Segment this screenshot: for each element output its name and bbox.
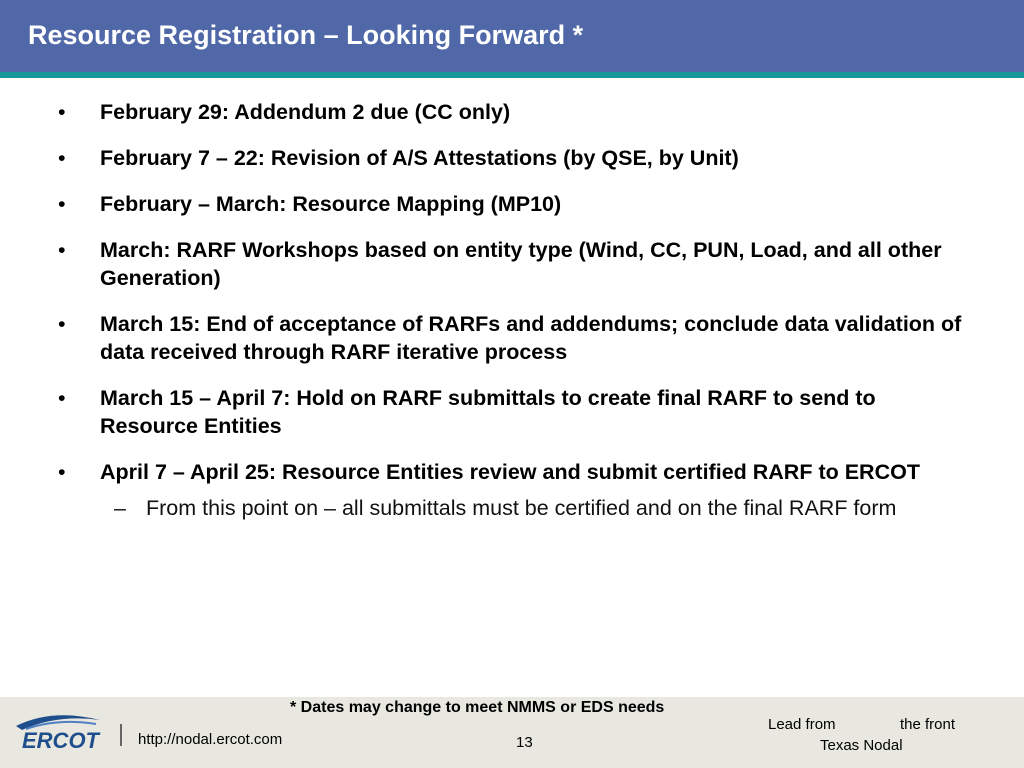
bullet-marker: • [58, 312, 66, 336]
sub-bullet-text: From this point on – all submittals must be certified and on the final RARF form [146, 496, 897, 520]
tagline-the-front: the front [900, 716, 956, 733]
bullet-item [58, 190, 978, 218]
bullet-text: February 29: Addendum 2 due (CC only) [100, 100, 511, 124]
tagline-lead-from: Lead from [768, 716, 836, 733]
tagline-texas-nodal: Texas Nodal [820, 737, 903, 754]
bullet-marker: • [58, 146, 66, 170]
bullet-item [58, 458, 978, 486]
page-number: 13 [516, 734, 533, 751]
footer-note: * Dates may change to meet NMMS or EDS needs [290, 699, 665, 716]
bullet-list [58, 98, 978, 522]
bullet-item [58, 98, 978, 126]
title-accent-stripe [0, 72, 1024, 78]
bullet-text: March 15 – April 7: Hold on RARF submittals to create final RARF to send to Resource Entities [100, 386, 876, 438]
slide-title: Resource Registration – Looking Forward * [28, 20, 584, 50]
bullet-marker: • [58, 192, 66, 216]
bullet-text: March: RARF Workshops based on entity type (Wind, CC, PUN, Load, and all other Generation) [100, 238, 942, 290]
bullet-item [58, 384, 978, 440]
svg-text:ERCOT: ERCOT [22, 728, 99, 752]
footer-url: http://nodal.ercot.com [138, 731, 283, 748]
sub-bullet-item [58, 494, 978, 522]
bullet-marker: • [58, 460, 66, 484]
bullet-marker: • [58, 100, 66, 124]
sub-bullet-marker: – [114, 496, 126, 520]
logo-divider [120, 724, 122, 746]
ercot-logo [12, 710, 104, 752]
bullet-marker: • [58, 238, 66, 262]
bullet-text: April 7 – April 25: Resource Entities review and submit certified RARF to ERCOT [100, 460, 920, 484]
bullet-text: March 15: End of acceptance of RARFs and addendums; conclude data validation of data received through RARF iterative process [100, 312, 962, 364]
bullet-item [58, 144, 978, 172]
bullet-item [58, 310, 978, 366]
bullet-item [58, 236, 978, 292]
bullet-text: February – March: Resource Mapping (MP10) [100, 192, 562, 216]
bullet-marker: • [58, 386, 66, 410]
bullet-text: February 7 – 22: Revision of A/S Attestations (by QSE, by Unit) [100, 146, 739, 170]
